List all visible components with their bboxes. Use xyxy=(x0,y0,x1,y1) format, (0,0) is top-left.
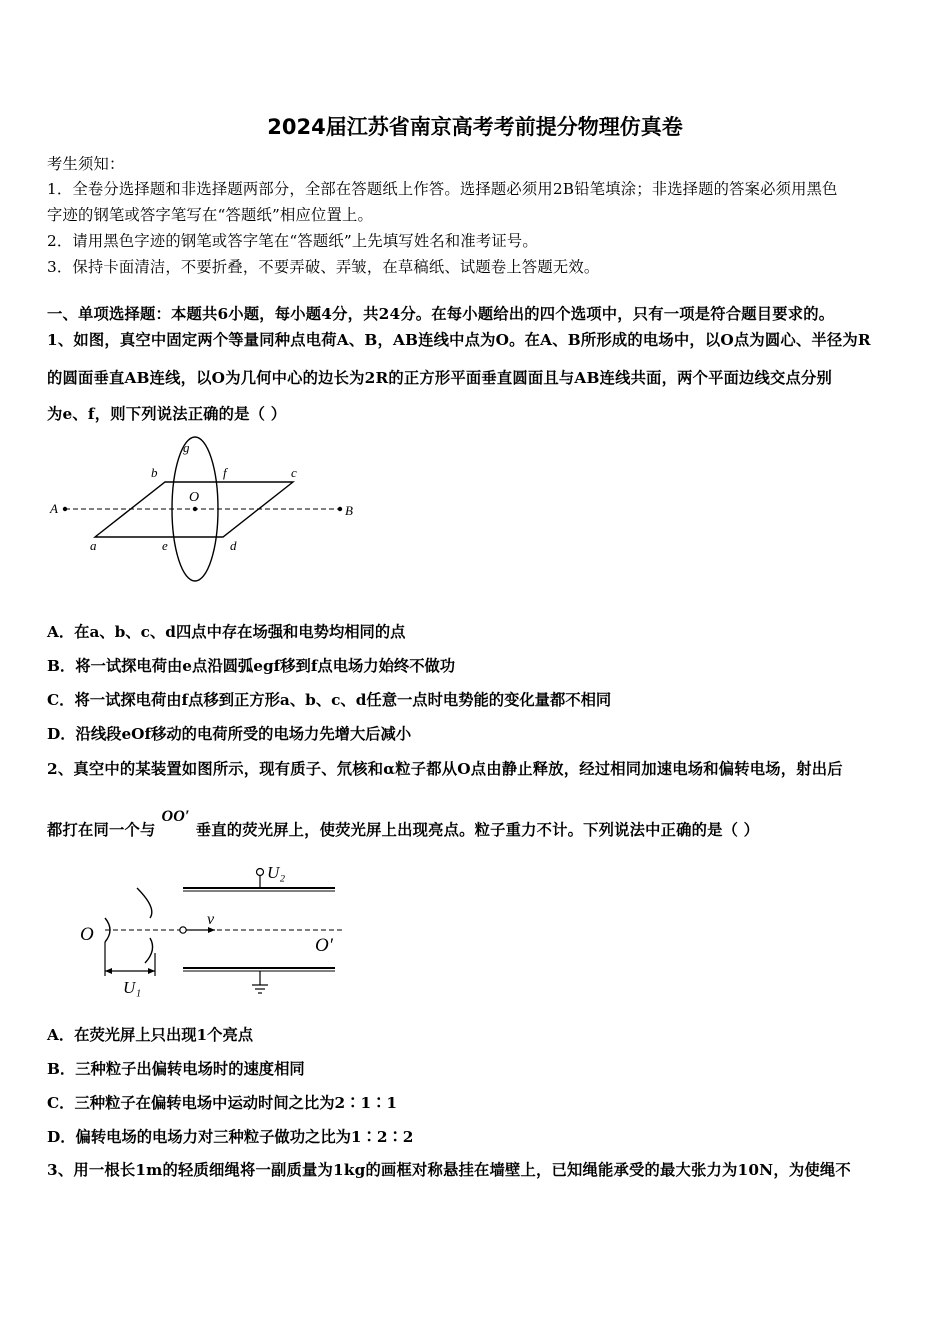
label-f: f xyxy=(223,465,227,480)
page-title: 2024届江苏省南京高考考前提分物理仿真卷 xyxy=(267,115,683,139)
u1-arrowhead-right xyxy=(148,968,155,974)
label-o-prime: O′ xyxy=(315,935,333,956)
u1-arrowhead-left xyxy=(105,968,112,974)
label-e: e xyxy=(162,538,168,553)
option-a: A．在a、b、c、d四点中存在场强和电势均相同的点 xyxy=(47,623,406,641)
notice-item: 字迹的钢笔或答字笔写在“答题纸”相应位置上。 xyxy=(47,206,373,224)
label-o: O xyxy=(189,490,200,505)
label-v: v xyxy=(207,911,215,928)
q2-figure xyxy=(75,858,355,1003)
notice-item: 1．全卷分选择题和非选择题两部分，全部在答题纸上作答。选择题必须用2B铅笔填涂；非选择题的答案必须用黑色 xyxy=(47,180,838,198)
label-a-charge: A xyxy=(50,501,58,516)
q1-figure xyxy=(45,432,365,592)
label-d: d xyxy=(230,538,237,553)
charge-a-dot xyxy=(63,507,67,511)
question-text: 2、真空中的某装置如图所示，现有质子、氘核和α粒子都从O点由静止释放，经过相同加速电场和偏转电场，射出后 xyxy=(47,760,843,778)
question-text: 为e、f，则下列说法正确的是（ ） xyxy=(47,405,287,423)
question-text xyxy=(47,808,760,840)
particle xyxy=(180,927,186,933)
u2-terminal xyxy=(257,869,264,876)
notice-item: 2．请用黑色字迹的钢笔或答字笔在“答题纸”上先填写姓名和准考证号。 xyxy=(47,232,538,250)
notice-item: 3．保持卡面清洁，不要折叠，不要弄破、弄皱，在草稿纸、试题卷上答题无效。 xyxy=(47,258,600,276)
electrode-right xyxy=(145,938,153,963)
oo-prime-symbol: OO′ xyxy=(161,808,190,825)
question-text: 3、用一根长1m的轻质细绳将一副质量为1kg的画框对称悬挂在墙壁上，已知绳能承受的最大张力为10N，为使绳不 xyxy=(47,1161,851,1179)
label-a: a xyxy=(90,538,97,553)
label-b-charge: B xyxy=(345,503,353,518)
label-o: O xyxy=(80,924,94,945)
label-u1: U₁ xyxy=(123,978,142,997)
question-text: 的圆面垂直AB连线，以O为几何中心的边长为2R的正方形平面垂直圆面且与AB连线共面，两个平面边线交点分别 xyxy=(47,369,833,387)
option-d: D．偏转电场的电场力对三种粒子做功之比为1∶2∶2 xyxy=(47,1128,414,1146)
option-a: A．在荧光屏上只出现1个亮点 xyxy=(47,1026,254,1044)
q2-text-after: 垂直的荧光屏上，使荧光屏上出现亮点。粒子重力不计。下列说法中正确的是（ ） xyxy=(195,821,760,839)
option-d: D．沿线段eOf移动的电荷所受的电场力先增大后减小 xyxy=(47,725,412,743)
q2-text-before: 都打在同一个与 xyxy=(47,821,156,839)
label-g: g xyxy=(183,440,190,455)
section-heading: 一、单项选择题：本题共6小题，每小题4分，共24分。在每小题给出的四个选项中，只有一项是符合题目要求的。 xyxy=(47,305,835,323)
label-u2: U₂ xyxy=(267,863,286,882)
center-o-dot xyxy=(193,507,197,511)
label-c: c xyxy=(291,465,297,480)
charge-b-dot xyxy=(338,507,342,511)
option-b: B．将一试探电荷由e点沿圆弧egf移到f点电场力始终不做功 xyxy=(47,657,456,675)
electrode-right xyxy=(137,888,152,918)
label-b: b xyxy=(151,465,158,480)
option-b: B．三种粒子出偏转电场时的速度相同 xyxy=(47,1060,305,1078)
option-c: C．将一试探电荷由f点移到正方形a、b、c、d任意一点时电势能的变化量都不相同 xyxy=(47,691,612,709)
option-c: C．三种粒子在偏转电场中运动时间之比为2∶1∶1 xyxy=(47,1094,398,1112)
notice-heading: 考生须知： xyxy=(47,155,125,173)
question-text: 1、如图，真空中固定两个等量同种点电荷A、B，AB连线中点为O。在A、B所形成的电场中，以O点为圆心、半径为R xyxy=(47,331,871,349)
